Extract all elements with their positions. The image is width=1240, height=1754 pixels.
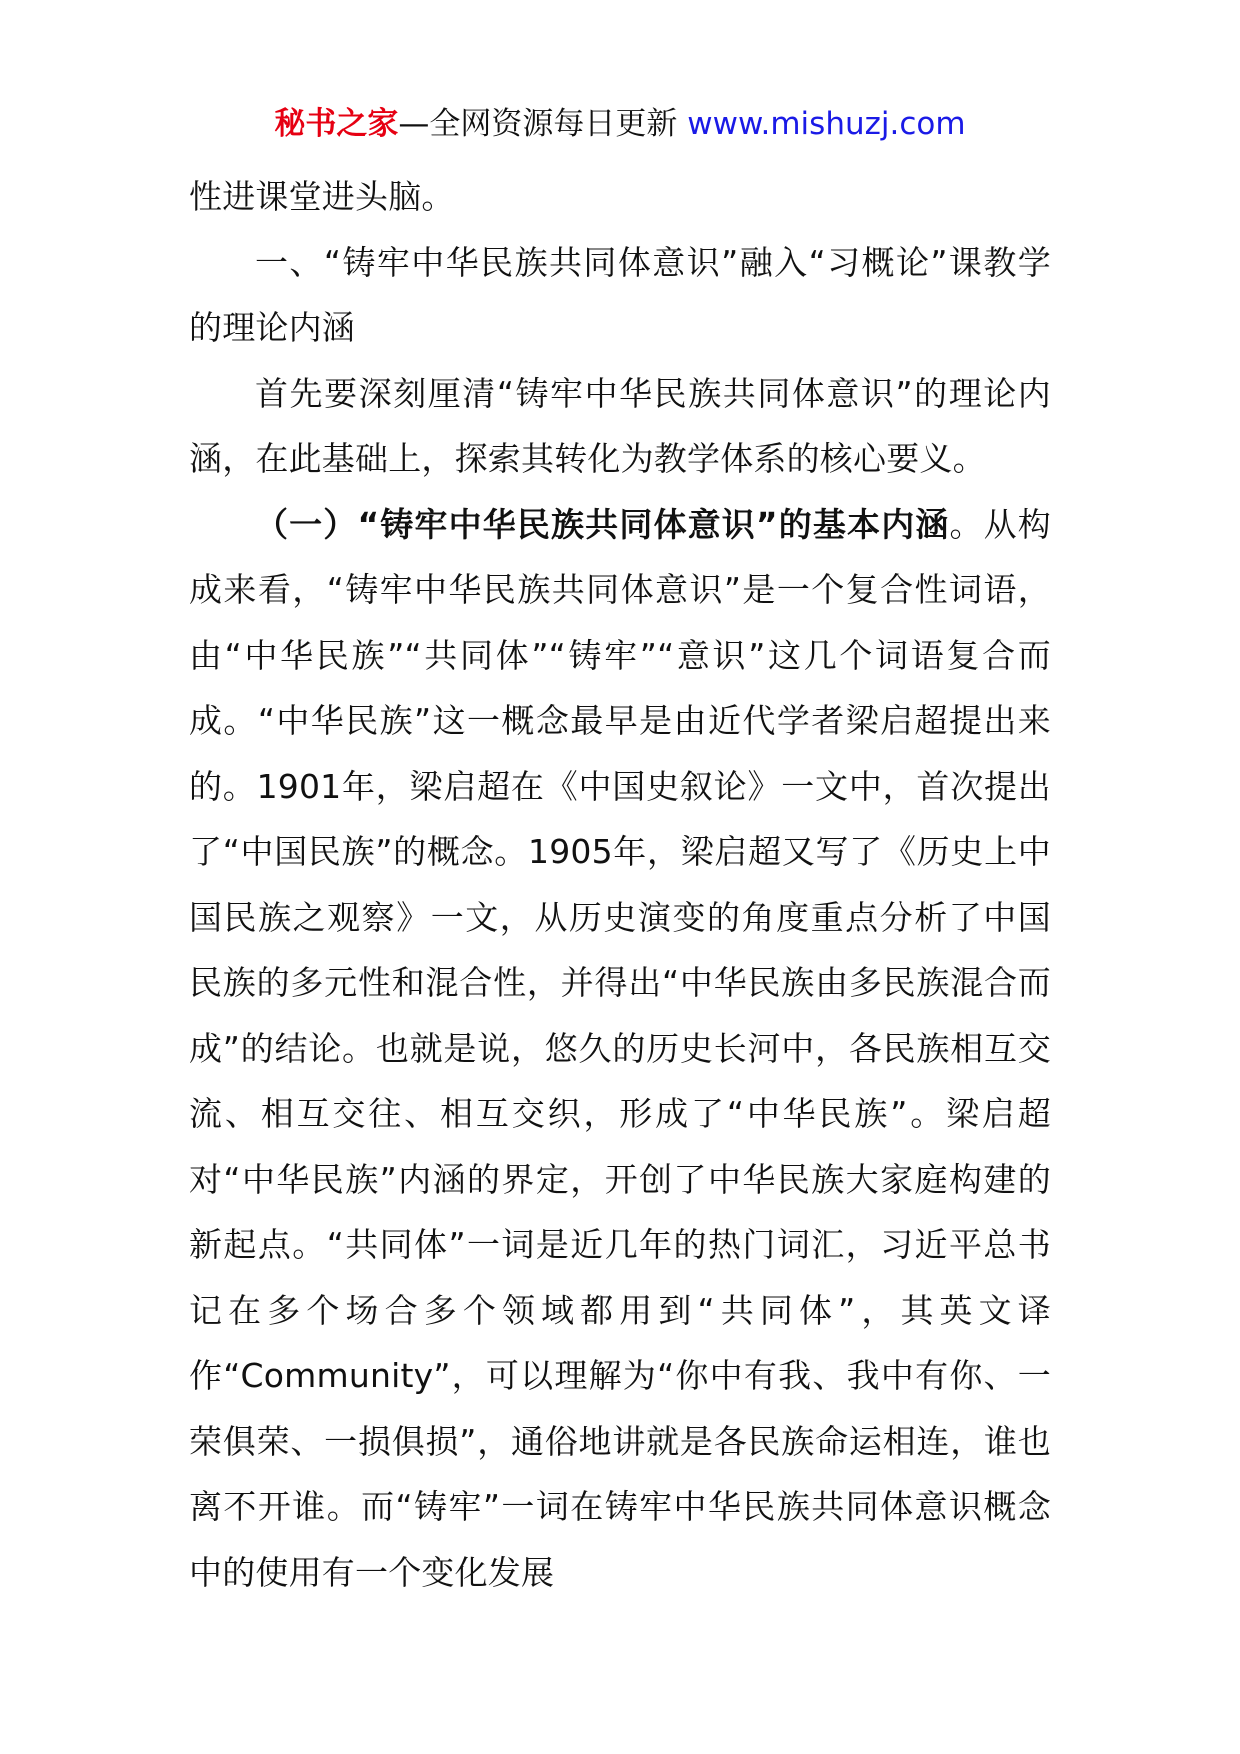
paragraph-intro: 首先要深刻厘清“铸牢中华民族共同体意识”的理论内涵，在此基础上，探索其转化为教学体系的核心要义。 xyxy=(189,373,1051,478)
paragraph-text: 。从构成来看，“铸牢中华民族共同体意识”是一个复合性词语，由“中华民族”“共同体”“铸牢”“意识”这几个词语复合而成。“中华民族”这一概念最早是由近代学者梁启超提出来的。1901年，梁启超在《中国史叙论》一文中，首次提出了“中国民族”的概念。1905年，梁启超又写了《历史上中国民族之观察》一文，从历史演变的角度重点分析了中国民族的多元性和混合性，并得出“中华民族由多民族混合而成”的结论。也就是说，悠久的历史长河中，各民族相互交流、相互交往、相互交织，形成了“中华民族”。梁启超对“中华民族”内涵的界定，开创了中华民族大家庭构建的新起点。“共同体”一词是近几年的热门词汇，习近平总书记在多个场合多个领域都用到“共同体”，其英文译作“Community”，可以理解为“你中有我、我中有你、一荣俱荣、一损俱损”，通俗地讲就是各民族命运相连，谁也离不开谁。而“铸牢”一词在铸牢中华民族共同体意识概念中的使用有一个变化发展 xyxy=(189,504,1051,1592)
paragraph-basic-connotation xyxy=(189,492,1051,1606)
subsection-heading: （一）“铸牢中华民族共同体意识”的基本内涵 xyxy=(255,504,950,544)
page-header xyxy=(0,102,1240,146)
header-url-link[interactable]: www.mishuzj.com xyxy=(687,106,966,142)
document-body xyxy=(189,164,1051,1605)
section-heading: 一、“铸牢中华民族共同体意识”融入“习概论”课教学的理论内涵 xyxy=(189,242,1051,347)
header-brand: 秘书之家 xyxy=(274,106,399,142)
header-tagline: —全网资源每日更新 xyxy=(398,106,678,142)
paragraph-continuation: 性进课堂进头脑。 xyxy=(189,177,455,216)
